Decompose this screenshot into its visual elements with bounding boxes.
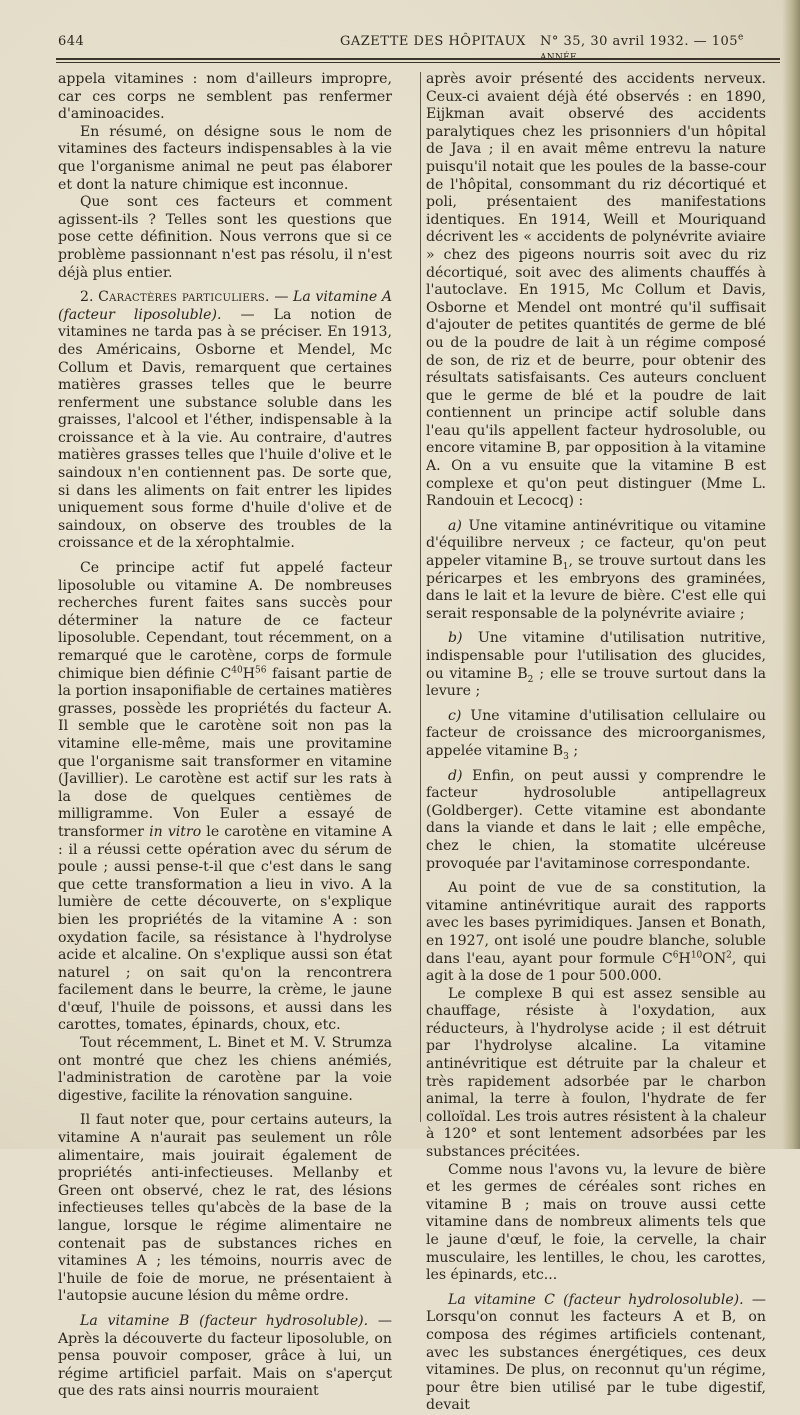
right-column [426, 71, 766, 1415]
list-item-b: b) Une vitamine d'utilisation nutritive, indispensable pour l'utilisation des glucides, ou vitamine $B_2$ ; elle se trouve surtout dans la levure ; [426, 630, 766, 700]
journal-title: GAZETTE DES HÔPITAUX [340, 34, 526, 49]
list-item-d: d) Enfin, on peut aussi y comprendre le facteur hydrosoluble antipellagreux (Goldberger). Cette vitamine est abondante dans la viande et dans le lait ; elle empêche, chez le chien, la stomatite ulcéreuse provoquée par l'avitaminose correspondante. [426, 767, 766, 872]
paragraph: Le complexe B qui est assez sensible au chauffage, résiste à l'oxydation, aux réducteurs, à l'hydrolyse acide ; il est détruit par l'hydrolyse alcaline. La vitamine antinévritique est détruite par la chaleur et très rapidement adsorbée par le charbon animal, la terre à foulon, l'hydrate de fer colloïdal. Les trois autres résistent à la chaleur à 120° et sont lentement adsorbées par les substances précitées. [426, 985, 766, 1161]
paragraph: Il faut noter que, pour certains auteurs, la vitamine A n'aurait pas seulement un rôle alimentaire, mais jouirait également de propriétés anti-infectieuses. Mellanby et Green ont observé, chez le rat, des lésions infectieuses telles qu'abcès de la base de la langue, lorsque le régime alimentaire ne contenait pas de substances riches en vitamines A ; les témoins, nourris avec de l'huile de foie de morue, ne présentaient à l'autopsie aucune lésion du même ordre. [58, 1112, 392, 1305]
list-item-c: c) Une vitamine d'utilisation cellulaire ou facteur de croissance des microorganismes, appelée vitamine $B_3$ ; [426, 707, 766, 762]
paragraph: En résumé, on désigne sous le nom de vitamines des facteurs indispensables à la vie que l'organisme animal ne peut pas élaborer et dont la nature chimique est inconnue. [58, 123, 392, 193]
paragraph: après avoir présenté des accidents nerveux. Ceux-ci avaient déjà été observés : en 1890, Eijkman avait observé des accidents paralytiques chez les prisonniers d'un hôpital de Java ; il en avait même entrevu la nature puisqu'il notait que les poules de la basse-cour de l'hôpital, consommant du riz décortiqué et poli, présentaient des manifestations identiques. En 1914, Weill et Mouriquand décrivent les « accidents de polynévrite aviaire » chez des pigeons nourris soit avec du riz décortiqué, soit avec des aliments chauffés à l'autoclave. En 1915, Mc Collum et Davis, Osborne et Mendel ont montré qu'il suffisait d'ajouter de petites quantités de germe de blé ou de la poudre de lait à un régime composé de son, de riz et de beurre, pour obtenir des résultats satisfaisants. Ces auteurs concluent que le germe de blé et la poudre de lait contiennent un principe actif soluble dans l'eau qu'ils appellent facteur hydrosoluble, ou encore vitamine B, par opposition à la vitamine A. On a vu ensuite que la vitamine B est complexe et qu'on peut distinguer (Mme L. Randouin et Lecocq) : [426, 71, 766, 510]
header-rule [56, 58, 780, 60]
issue-line: N° 35, 30 avril 1932. — 105e [540, 32, 744, 49]
paragraph: Comme nous l'avons vu, la levure de bière et les germes de céréales sont riches en vitamine B ; mais on trouve aussi cette vitamine dans de nombreux aliments tels que le jaune d'œuf, le foie, la cervelle, la chair musculaire, les lentilles, le chou, les carottes, les épinards, etc... [426, 1161, 766, 1284]
paragraph: Que sont ces facteurs et comment agissent-ils ? Telles sont les questions que pose cette définition. Nous verrons que si ce problème passionnant n'est pas résolu, il n'est déjà plus entier. [58, 194, 392, 281]
paragraph: appela vitamines : nom d'ailleurs impropre, car ces corps ne semblent pas renfermer d'aminoacides. [58, 71, 392, 123]
column-separator [420, 72, 421, 1122]
paragraph-formula: Au point de vue de sa constitution, la vitamine antinévritique aurait des rapports avec les bases pyrimidiques. Jansen et Bonath, en 1927, ont isolé une poudre blanche, soluble dans l'eau, ayant pour formule $C^6H^{10}ON^2$, qui agit à la dose de 1 pour 500.000. [426, 880, 766, 985]
list-item-a: a) Une vitamine antinévritique ou vitamine d'équilibre nerveux ; ce facteur, qu'on peut appeler vitamine $B_1$, se trouve surtout dans les péricarpes et les embryons des graminées, dans le lait et la levure de bière. C'est elle qui serait responsable de la polynévrite aviaire ; [426, 517, 766, 622]
paragraph-carotene: Ce principe actif fut appelé facteur liposoluble ou vitamine A. De nombreuses recherches furent faites sans succès pour déterminer la nature de ce facteur liposoluble. Cependant, tout récemment, on a remarqué que le carotène, corps de formule chimique bien définie $C^{40}H^{56}$ faisant partie de la portion insaponifiable de certaines matières grasses, possède les propriétés du facteur A. Il semble que le carotène soit non pas la vitamine elle-même, mais une provitamine que l'organisme sait transformer en vitamine (Javillier). Le carotène est actif sur les rats à la dose de quelques centièmes de milligramme. Von Euler a essayé de transformer in vitro le carotène en vitamine A : il a réussi cette opération avec du sérum de poule ; aussi pense-t-il que c'est dans le sang que cette transformation a lieu in vivo. A la lumière de cette découverte, on s'explique bien les propriétés de la vitamine A : son oxydation facile, sa résistance à l'hydrolyse acide et alcaline. On s'explique aussi son état naturel ; on sait qu'on la rencontrera facilement dans le beurre, la crème, le jaune d'œuf, l'huile de poissons, et aussi dans les carottes, tomates, épinards, choux, etc. [58, 560, 392, 1034]
section-carateres: 2. Caractères particuliers. — La vitamine A (facteur liposoluble). — La notion de vitamines ne tarda pas à se préciser. En 1913, des Américains, Osborne et Mendel, Mc Collum et Davis, remarquent que certaines matières grasses telles que le beurre renferment une substance soluble dans les graisses, l'alcool et l'éther, indispensable à la croissance et à la vie. Au contraire, d'autres matières grasses telles que l'huile d'olive et le saindoux n'en contiennent pas. De sorte que, si dans les aliments on fait entrer les lipides uniquement sous forme d'huile d'olive et de saindoux, on observe des troubles de la croissance et de la xérophtalmie. [58, 289, 393, 552]
page-edge-shadow [782, 0, 800, 1149]
header-rule-thin [56, 62, 780, 63]
paragraph: Tout récemment, L. Binet et M. V. Strumza ont montré que chez les chiens anémiés, l'administration de carotène par la voie digestive, facilite la rénovation sanguine. [58, 1035, 392, 1104]
page-header [58, 34, 778, 54]
left-column [58, 71, 392, 1401]
section-vitamine-c: La vitamine C (facteur hydrolosoluble). — Lorsqu'on connut les facteurs A et B, on composa des régimes artificiels contenant, avec les substances énergétiques, ces deux vitamines. De plus, on reconnut qu'un régime, pour être bien utilisé par le tube digestif, devait [426, 1291, 767, 1414]
section-vitamine-b: La vitamine B (facteur hydrosoluble). — Après la découverte du facteur liposoluble, on pensa pouvoir composer, grâce à lui, un régime artificiel parfait. Mais on s'aperçut que des rats ainsi nourris mouraient [58, 1312, 392, 1400]
page-number: 644 [58, 34, 85, 49]
